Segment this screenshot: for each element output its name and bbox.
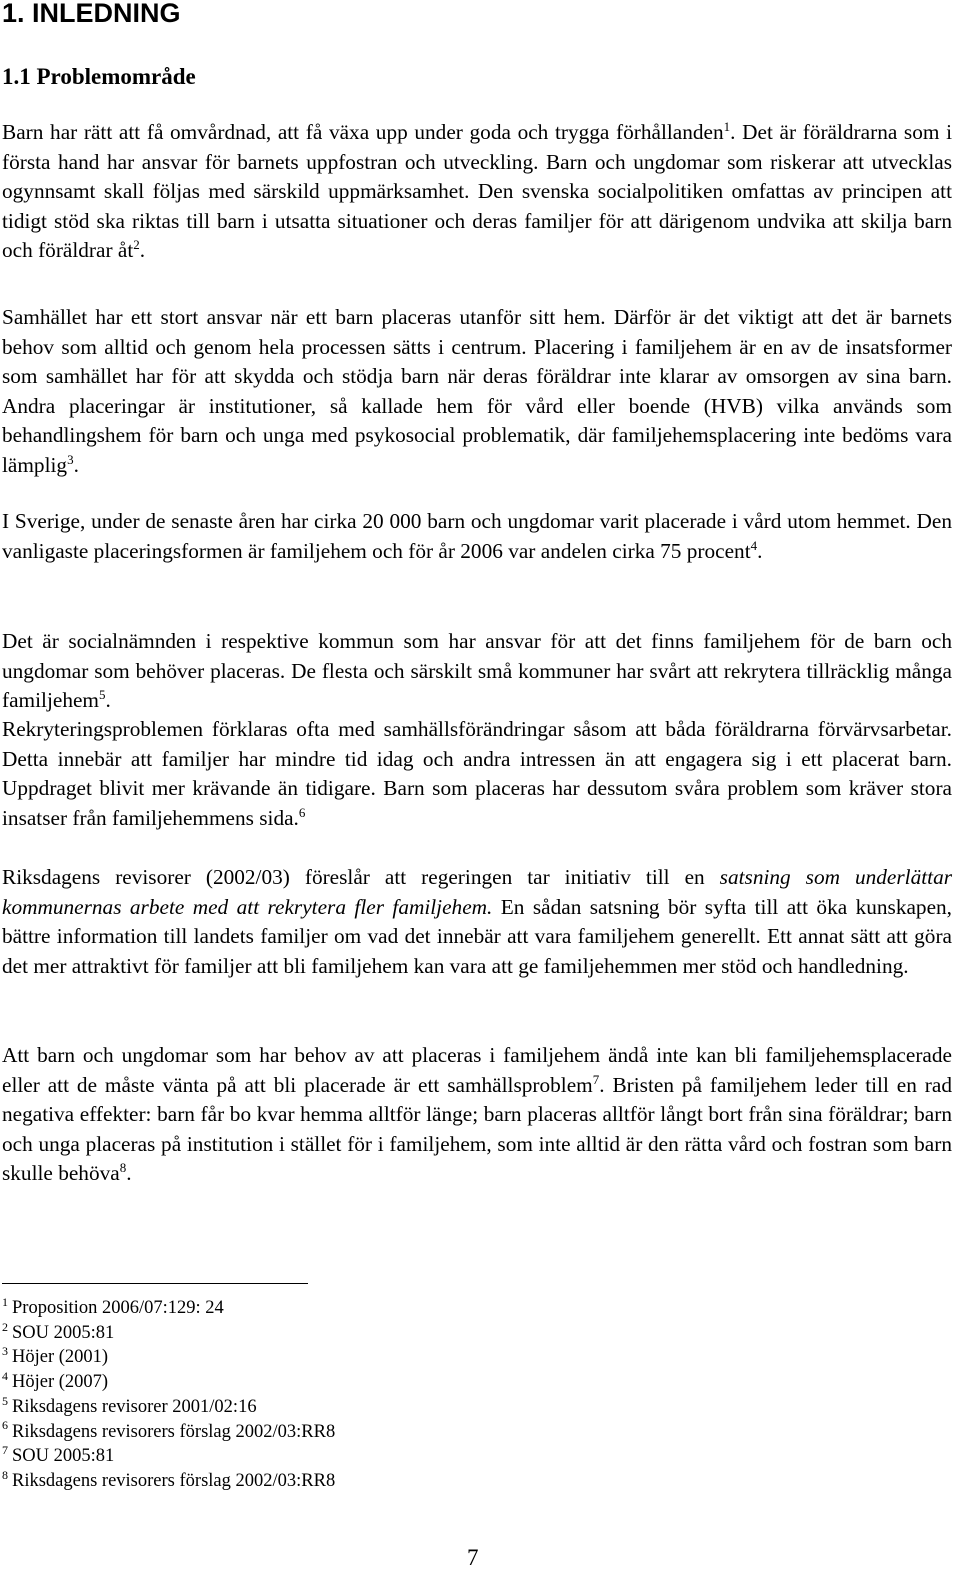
paragraph-6 xyxy=(2,863,952,981)
text-run: Riksdagens revisorer (2002/03) föreslår att regeringen tar initiativ till en xyxy=(2,865,720,889)
footnote-item xyxy=(2,1395,335,1420)
footnote-text: Riksdagens revisorer 2001/02:16 xyxy=(12,1396,257,1417)
chapter-heading: 1. INLEDNING xyxy=(2,0,181,28)
paragraph-5 xyxy=(2,715,952,833)
section-heading: 1.1 Problemområde xyxy=(2,64,196,89)
footnote-text: Proposition 2006/07:129: 24 xyxy=(12,1298,224,1318)
page-number: 7 xyxy=(467,1545,479,1570)
footnote-ref: 2 xyxy=(133,236,140,252)
footnote-item xyxy=(2,1469,335,1494)
footnote-number: 8 xyxy=(2,1467,8,1482)
text-run: Det är socialnämnden i respektive kommun som har ansvar för att det finns familjehem för de barn och ungdomar som behöver placeras. De flesta och särskilt små kommuner har svårt att rekrytera tillräcklig många familjehem xyxy=(2,629,952,712)
footnote-number: 2 xyxy=(2,1319,8,1334)
paragraph-1 xyxy=(2,118,952,266)
footnote-text: Höjer (2001) xyxy=(12,1347,109,1368)
footnote-item xyxy=(2,1345,335,1370)
footnote-number: 4 xyxy=(2,1368,8,1383)
emphasis-text: satsning som underlättar kommunernas arbete med att rekrytera fler familjehem. xyxy=(2,865,953,919)
footnote-number: 6 xyxy=(2,1418,8,1433)
text-run: . xyxy=(757,538,763,563)
text-run: . xyxy=(139,238,146,262)
text-run: En sådan satsning bör syfta till att öka kunskapen, bättre information till landets familjer om vad det innebär att vara familjehem generellt. Ett annat sätt att göra det mer attraktivt för familjer att bli familjehem kan vara att ge familjehemmen mer stöd och handledning. xyxy=(2,894,952,978)
footnote-text: SOU 2005:81 xyxy=(12,1322,115,1343)
footnote-item xyxy=(2,1370,335,1395)
text-run: . Bristen på familjehem leder till en rad negativa effekter: barn får bo kvar hemma alltför länge; barn placeras alltför långt bort från sina föräldrar; barn och unga placeras på institution i stället för i familjehem, som inte alltid är den rätta vård och fostran som barn skulle behöva xyxy=(2,1072,952,1185)
text-run: . xyxy=(105,688,111,712)
paragraph-2 xyxy=(2,303,952,480)
footnote-ref: 7 xyxy=(592,1071,600,1087)
footnote-ref: 5 xyxy=(98,686,106,702)
footnote-number: 5 xyxy=(2,1393,8,1408)
paragraph-3 xyxy=(2,507,952,566)
footnote-text: Riksdagens revisorers förslag 2002/03:RR8 xyxy=(12,1470,336,1491)
footnote-item xyxy=(2,1420,335,1445)
footnote-number: 7 xyxy=(2,1443,8,1458)
paragraph-7 xyxy=(2,1041,952,1189)
text-run: . xyxy=(126,1161,132,1185)
text-run: . Det är föräldrarna som i första hand har ansvar för barnets uppfostran och utveckling. Barn och ungdomar som riskerar att utvecklas ogynnsamt skall följas med särskild uppmärksamhet. Den svenska socialpolitiken omfattas av principen att tidigt stöd ska riktas till barn i utsatta situationer och deras familjer för att därigenom undvika att skilja barn och föräldrar åt xyxy=(2,120,953,262)
footnote-item xyxy=(2,1296,335,1321)
footnote-ref: 4 xyxy=(750,537,758,553)
footnote-item xyxy=(2,1444,335,1469)
text-run: Rekryteringsproblemen förklaras ofta med samhällsförändringar såsom att båda föräldrarna förvärvsarbetar. Detta innebär att familjer har mindre tid idag och andra intressen än att engagera sig i ett placerat barn. Uppdraget blivit mer krävande än tidigare. Barn som placeras har dessutom svåra problem som kräver stora insatser från familjehemmens sida. xyxy=(2,717,952,830)
footnote-text: Riksdagens revisorers förslag 2002/03:RR8 xyxy=(12,1421,336,1442)
text-run: Att barn och ungdomar som har behov av att placeras i familjehem ändå inte kan bli familjehemsplacerade eller att de måste vänta på att bli placerade är ett samhällsproblem xyxy=(2,1043,952,1097)
footnote-item xyxy=(2,1321,335,1346)
text-run: Barn har rätt att få omvårdnad, att få växa upp under goda och trygga förhållanden xyxy=(2,120,724,144)
footnote-ref: 3 xyxy=(67,451,74,467)
footnote-number: 3 xyxy=(2,1344,8,1359)
paragraph-4 xyxy=(2,627,952,716)
text-run: I Sverige, under de senaste åren har cirka 20 000 barn och ungdomar varit placerade i vård utom hemmet. Den vanligaste placeringsformen är familjehem och för år 2006 var andelen cirka 75 procent xyxy=(2,509,952,563)
footnote-separator xyxy=(2,1283,308,1284)
footnote-ref: 1 xyxy=(723,118,731,134)
footnote-list xyxy=(2,1296,335,1494)
text-run: . xyxy=(73,452,79,477)
footnote-number: 1 xyxy=(2,1294,8,1309)
footnote-ref: 6 xyxy=(298,804,306,820)
footnote-ref: 8 xyxy=(119,1159,127,1175)
footnote-text: SOU 2005:81 xyxy=(12,1446,115,1467)
text-run: Samhället har ett stort ansvar när ett barn placeras utanför sitt hem. Därför är det viktigt att det är barnets behov som alltid och genom hela processen sätts i centrum. Placering i familjehem är en av de insatsformer som samhället har för att skydda och stödja barn när deras föräldrar inte klarar av omsorgen av sina barn. Andra placeringar är institutioner, så kallade hem för vård eller boende (HVB) vilka används som behandlingshem för barn och unga med psykosocial problematik, där familjehemsplacering inte bedöms vara lämplig xyxy=(2,305,952,477)
footnote-text: Höjer (2007) xyxy=(12,1372,109,1393)
